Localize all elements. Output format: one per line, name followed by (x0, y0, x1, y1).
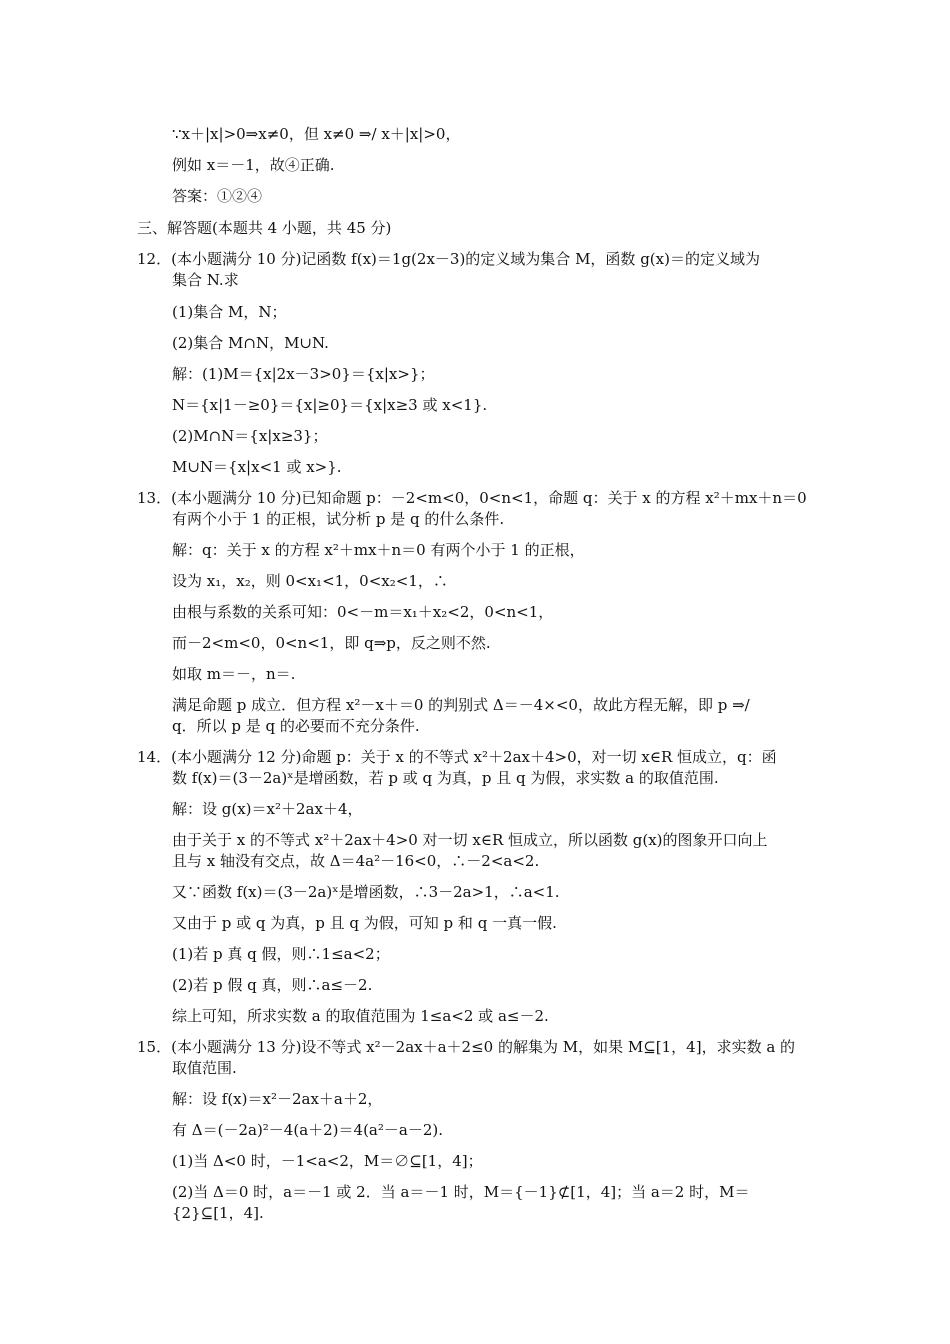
text-line-36: (1)当 Δ<0 时，－1<a<2，M＝∅⊆[1，4]； (172, 1152, 483, 1170)
text-line-9: 解：(1)M＝{x|2x－3>0}＝{x|x>}； (172, 365, 435, 383)
text-line-1: ∵x＋|x|>0⇒x≠0，但 x≠0 ⇒/ x＋|x|>0， (172, 125, 461, 143)
section-heading: 三、解答题(本题共 4 小题，共 45 分) (137, 219, 392, 237)
text-line-18: 而－2<m<0，0<n<1，即 q⇒p，反之则不然. (172, 634, 491, 652)
text-line-12: M∪N＝{x|x<1 或 x>}. (172, 458, 342, 476)
text-line-26: 且与 x 轴没有交点，故 Δ＝4a²－16<0，∴－2<a<2. (172, 852, 540, 870)
text-line-31: 综上可知，所求实数 a 的取值范围为 1≤a<2 或 a≤－2. (172, 1007, 549, 1025)
question-14: 14．(本小题满分 12 分)命题 p：关于 x 的不等式 x²＋2ax＋4>0，对一切 x∈R 恒成立，q：函 (137, 748, 777, 766)
text-line-17: 由根与系数的关系可知：0<－m＝x₁＋x₂<2，0<n<1， (172, 603, 554, 621)
text-line-27: 又∵函数 f(x)＝(3－2a)ˣ是增函数，∴3－2a>1，∴a<1. (172, 883, 560, 901)
text-line-25: 由于关于 x 的不等式 x²＋2ax＋4>0 对一切 x∈R 恒成立，所以函数 g(x)的图象开口向上 (172, 831, 768, 849)
question-13: 13．(本小题满分 10 分)已知命题 p：－2<m<0，0<n<1，命题 q：关于 x 的方程 x²＋mx＋n＝0 (137, 489, 807, 507)
text-line-19: 如取 m＝－，n＝. (172, 665, 296, 683)
question-15: 15．(本小题满分 13 分)设不等式 x²－2ax＋a＋2≤0 的解集为 M，如果 M⊆[1，4]，求实数 a 的 (137, 1038, 796, 1056)
text-line-24: 解：设 g(x)＝x²＋2ax＋4， (172, 800, 363, 818)
text-line-35: 有 Δ＝(－2a)²－4(a＋2)＝4(a²－a－2). (172, 1121, 443, 1139)
text-line-2: 例如 x＝－1，故④正确. (172, 156, 335, 174)
text-line-29: (1)若 p 真 q 假，则∴1≤a<2； (172, 945, 390, 963)
text-line-30: (2)若 p 假 q 真，则∴a≤－2. (172, 976, 373, 994)
text-line-7: (1)集合 M，N； (172, 303, 287, 321)
text-line-21: q．所以 p 是 q 的必要而不充分条件. (172, 717, 420, 735)
question-12-cont: 集合 N.求 (172, 271, 239, 289)
text-line-10: N＝{x|1－≥0}＝{x|≥0}＝{x|x≥3 或 x<1}. (172, 396, 488, 414)
question-12: 12．(本小题满分 10 分)记函数 f(x)＝1g(2x－3)的定义域为集合 M，函数 g(x)＝的定义域为 (137, 250, 760, 268)
text-line-8: (2)集合 M∩N，M∪N. (172, 334, 329, 352)
text-line-28: 又由于 p 或 q 为真，p 且 q 为假，可知 p 和 q 一真一假. (172, 914, 557, 932)
text-line-38: {2}⊆[1，4]. (172, 1204, 264, 1222)
text-line-11: (2)M∩N＝{x|x≥3}； (172, 427, 328, 445)
question-13-cont: 有两个小于 1 的正根，试分析 p 是 q 的什么条件. (172, 510, 505, 528)
text-line-15: 解：q：关于 x 的方程 x²＋mx＋n＝0 有两个小于 1 的正根， (172, 541, 585, 559)
text-line-37: (2)当 Δ＝0 时，a＝－1 或 2．当 a＝－1 时，M＝{－1}⊄[1，4]；当 a＝2 时，M＝ (172, 1183, 750, 1201)
text-line-16: 设为 x₁，x₂，则 0<x₁<1，0<x₂<1，∴ (172, 572, 448, 590)
question-15-cont: 取值范围. (172, 1059, 237, 1077)
question-14-cont: 数 f(x)＝(3－2a)ˣ是增函数，若 p 或 q 为真，p 且 q 为假，求实数 a 的取值范围. (172, 769, 719, 787)
text-line-34: 解：设 f(x)＝x²－2ax＋a＋2， (172, 1090, 383, 1108)
text-line-3: 答案：①②④ (172, 187, 263, 205)
text-line-20: 满足命题 p 成立．但方程 x²－x＋＝0 的判别式 Δ＝－4×<0，故此方程无解，即 p ⇒/ (172, 696, 750, 714)
